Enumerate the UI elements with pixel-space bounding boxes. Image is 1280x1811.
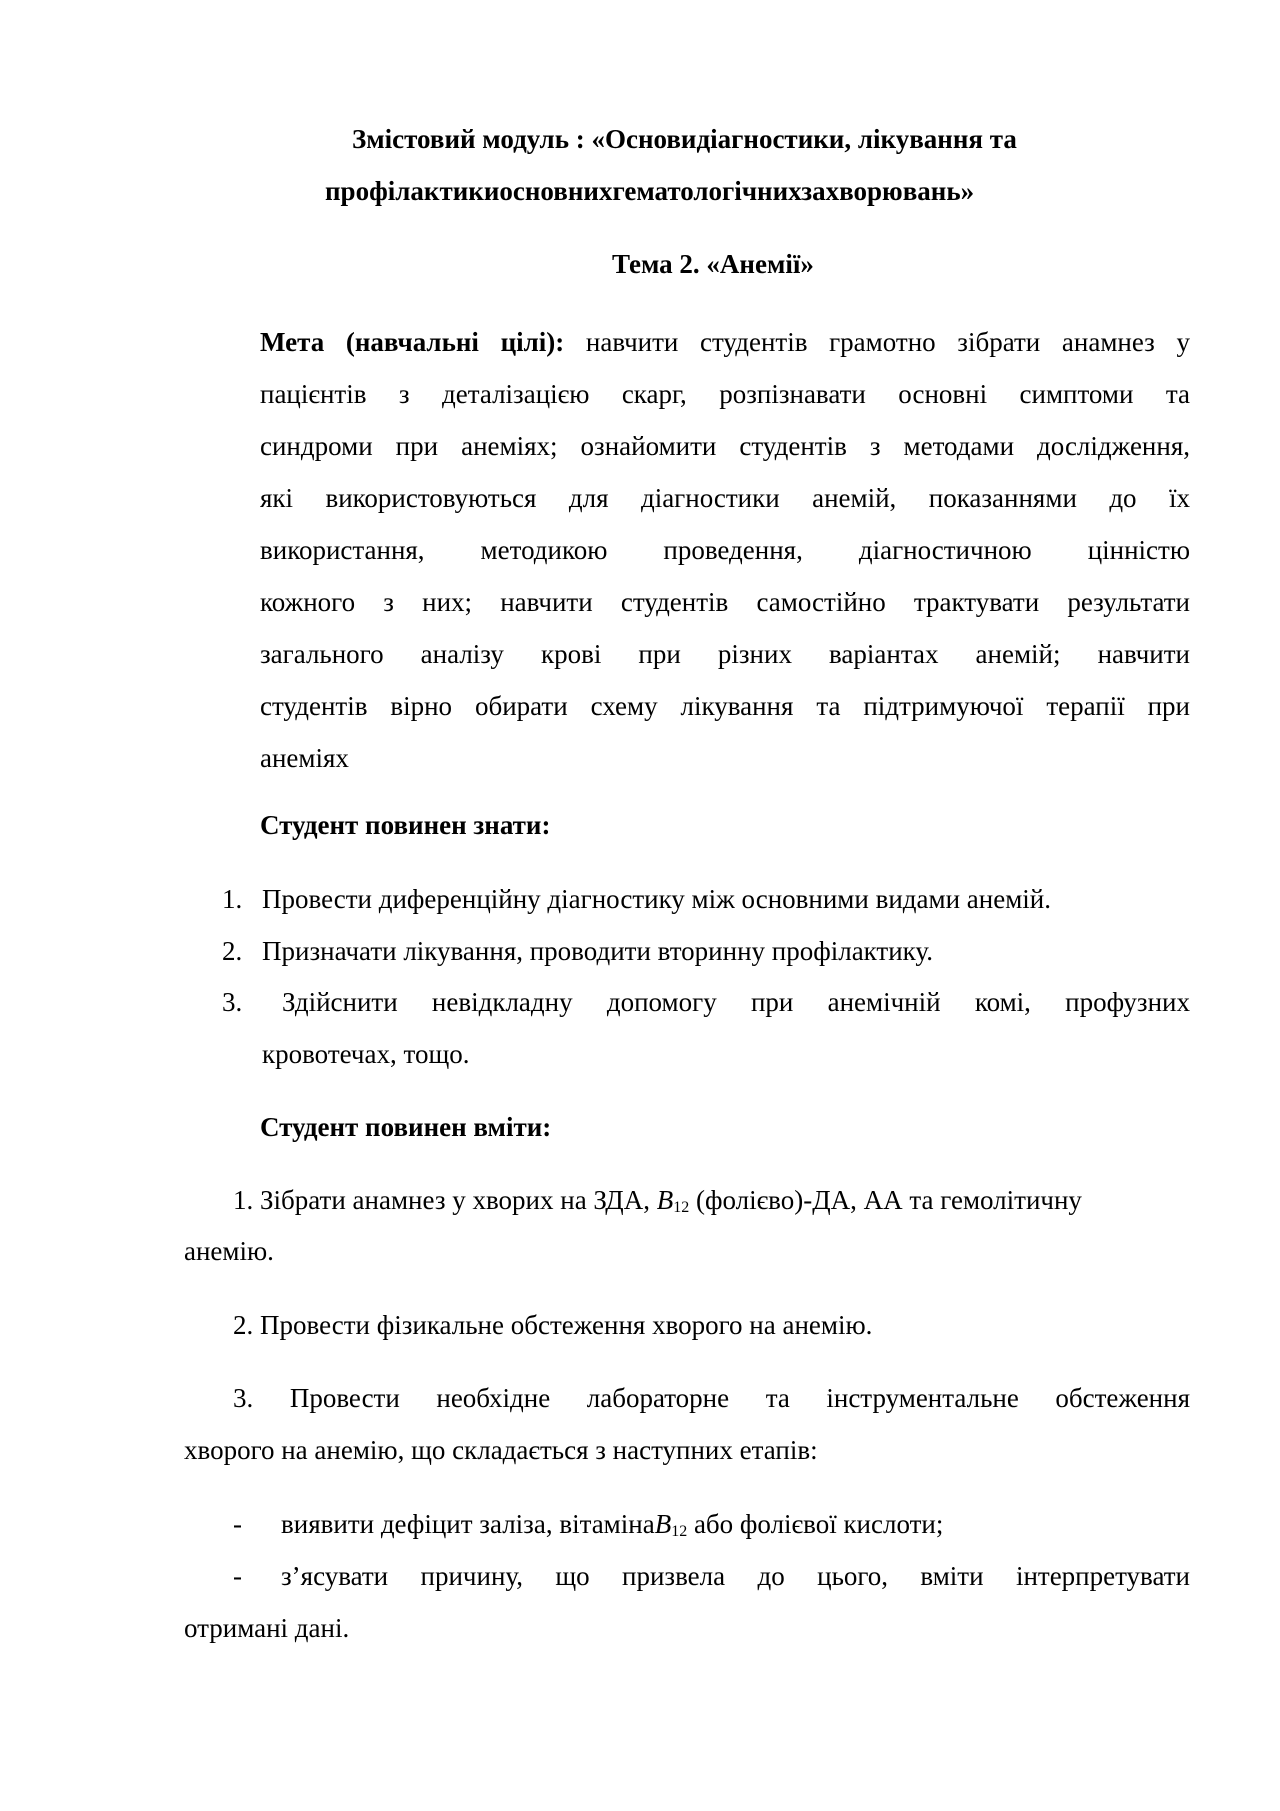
know-item-2-text: Призначати лікування, проводити вторинну профілактику. xyxy=(262,936,933,966)
goal-label: Мета (навчальні цілі): xyxy=(260,327,565,357)
know-item-3-num: 3. xyxy=(222,987,243,1017)
able-dash-2-line1: з’ясувати причину, що призвела до цього, вміти інтерпретувати xyxy=(281,1561,1190,1591)
module-title-line1: Змістовий модуль : «Основидіагностики, лікування та xyxy=(352,124,1017,154)
know-heading: Студент повинен знати: xyxy=(260,810,551,840)
know-item-2-num: 2. xyxy=(222,936,243,966)
know-item-1-text: Провести диференційну діагностику між основними видами анемій. xyxy=(262,884,1051,914)
goal-line: використання, методикою проведення, діагностичною цінністю xyxy=(260,535,1190,565)
goal-line: Мета (навчальні цілі): навчити студентів грамотно зібрати анамнез у xyxy=(260,327,1190,357)
goal-line: які використовуються для діагностики анемій, показаннями до їх xyxy=(260,483,1190,513)
goal-line: загального аналізу крові при різних варіантах анемій; навчити xyxy=(260,639,1190,669)
goal-line: студентів вірно обирати схему лікування та підтримуючої терапії при xyxy=(260,691,1190,721)
able-item-1-line1: 1. Зібрати анамнез у хворих на ЗДА, $B_{12}$ (фолієво)-ДА, АА та гемолітичну xyxy=(233,1185,1082,1216)
module-title-line2: профілактикиосновнихгематологічнихзахворювань» xyxy=(325,176,975,206)
able-item-1-line2: анемію. xyxy=(184,1236,274,1266)
b12-variable: B xyxy=(656,1185,674,1215)
goal-line: синдроми при анеміях; ознайомити студентів з методами дослідження, xyxy=(260,431,1190,461)
goal-line: анеміях xyxy=(260,743,349,773)
able-dash-1: виявити дефіцит заліза, вітамінаB$_{12}$ або фолієвої кислоти; xyxy=(281,1509,944,1540)
know-item-3-text-line2: кровотечах, тощо. xyxy=(262,1039,470,1069)
goal-line: пацієнтів з деталізацією скарг, розпізнавати основні симптоми та xyxy=(260,379,1190,409)
topic-title: Тема 2. «Анемії» xyxy=(612,249,814,279)
know-item-3-text-line1: Здійснити невідкладну допомогу при анемічній комі, профузних xyxy=(282,987,1190,1017)
know-item-1-num: 1. xyxy=(222,884,243,914)
goal-paragraph xyxy=(260,316,1190,784)
able-item-3-line1: 3. Провести необхідне лабораторне та інструментальне обстеження xyxy=(233,1383,1190,1413)
able-dash-2-line2: отримані дані. xyxy=(184,1613,350,1643)
dash-bullet: - xyxy=(233,1509,242,1539)
b12-variable: B xyxy=(654,1509,672,1539)
goal-line: кожного з них; навчити студентів самостійно трактувати результати xyxy=(260,587,1190,617)
able-item-2: 2. Провести фізикальне обстеження хворого на анемію. xyxy=(233,1310,873,1340)
able-item-3-line2: хворого на анемію, що складається з наступних етапів: xyxy=(184,1435,818,1465)
dash-bullet: - xyxy=(233,1561,242,1591)
able-heading: Студент повинен вміти: xyxy=(260,1112,552,1142)
